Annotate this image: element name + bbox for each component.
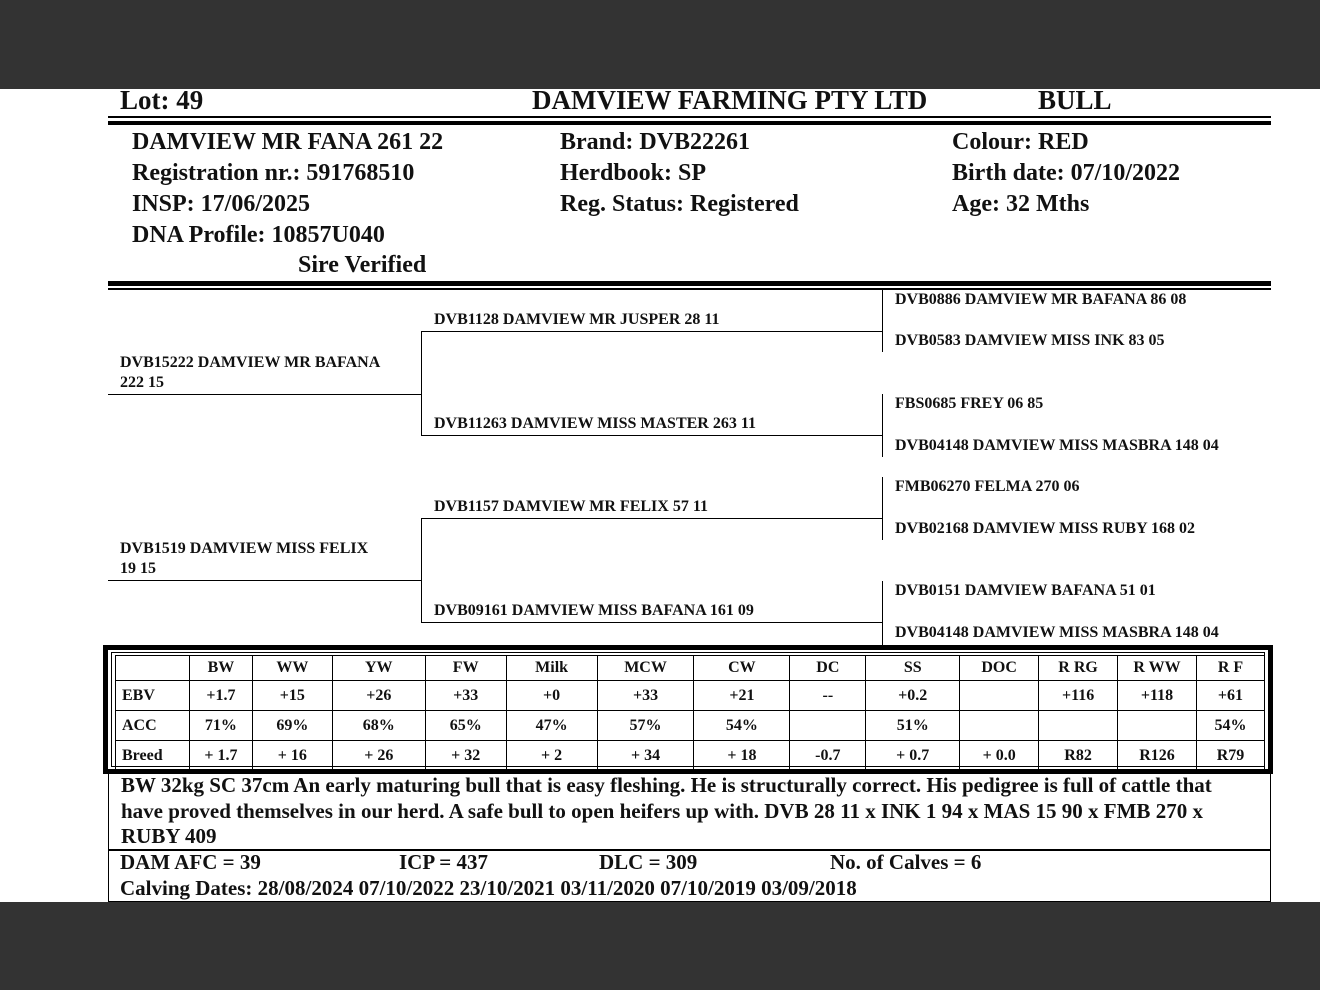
dam-sire-line xyxy=(421,518,882,519)
pedigree-gg-8: DVB04148 DAMVIEW MISS MASBRA 148 04 xyxy=(895,624,1219,641)
ebv-cell: 57% xyxy=(597,711,694,741)
brand: Brand: DVB22261 xyxy=(560,129,751,155)
ebv-cell: + 26 xyxy=(332,741,425,771)
ebv-header-cell: CW xyxy=(694,656,790,681)
gg-bracket-3 xyxy=(882,477,883,540)
dam-info xyxy=(108,849,1271,902)
pedigree-dam-dam: DVB09161 DAMVIEW MISS BAFANA 161 09 xyxy=(434,602,754,619)
ebv-row-label: EBV xyxy=(116,681,190,711)
dam-calves: No. of Calves = 6 xyxy=(830,850,982,874)
ebv-cell: 68% xyxy=(332,711,425,741)
viewer-bottom-bar xyxy=(0,902,1320,990)
ebv-cell: 65% xyxy=(425,711,506,741)
info-rule-thick xyxy=(108,281,1271,286)
dam-dlc: DLC = 309 xyxy=(599,850,698,874)
ebv-cell: + 18 xyxy=(694,741,790,771)
gg-bracket-1 xyxy=(882,290,883,352)
pedigree-gg-2: DVB0583 DAMVIEW MISS INK 83 05 xyxy=(895,332,1165,349)
ebv-header-cell: BW xyxy=(189,656,252,681)
pedigree-dam: DVB1519 DAMVIEW MISS FELIX 19 15 xyxy=(120,540,369,577)
ebv-row-breed xyxy=(116,741,1265,771)
viewer-top-bar xyxy=(0,0,1320,89)
dna-profile: DNA Profile: 10857U040 xyxy=(132,222,385,248)
farm-name: DAMVIEW FARMING PTY LTD xyxy=(532,89,928,115)
ebv-row-label: ACC xyxy=(116,711,190,741)
dam-icp: ICP = 437 xyxy=(399,850,488,874)
ebv-row-ebv xyxy=(116,681,1265,711)
pedigree-gg-5: FMB06270 FELMA 270 06 xyxy=(895,478,1080,495)
ebv-cell: + 2 xyxy=(506,741,597,771)
ebv-header-cell: MCW xyxy=(597,656,694,681)
registration-number: Registration nr.: 591768510 xyxy=(132,160,415,186)
ebv-cell: R126 xyxy=(1118,741,1197,771)
sire-verified: Sire Verified xyxy=(298,252,427,278)
ebv-cell: + 32 xyxy=(425,741,506,771)
sire-dam-line xyxy=(421,435,882,436)
ebv-cell: +61 xyxy=(1196,681,1264,711)
ebv-cell: + 1.7 xyxy=(189,741,252,771)
info-rule-thin xyxy=(108,288,1271,290)
ebv-table xyxy=(115,655,1265,771)
dam-bracket xyxy=(421,518,422,623)
pedigree-sire: DVB15222 DAMVIEW MR BAFANA 222 15 xyxy=(120,354,381,391)
pedigree-gg-6: DVB02168 DAMVIEW MISS RUBY 168 02 xyxy=(895,520,1196,537)
pedigree-dam-sire: DVB1157 DAMVIEW MR FELIX 57 11 xyxy=(434,498,708,515)
ebv-cell: +0.2 xyxy=(866,681,960,711)
ebv-row-label: Breed xyxy=(116,741,190,771)
animal-name: DAMVIEW MR FANA 261 22 xyxy=(132,129,444,155)
ebv-cell: 54% xyxy=(1196,711,1264,741)
ebv-cell: -- xyxy=(790,681,866,711)
ebv-header-cell: Milk xyxy=(506,656,597,681)
inspection-date: INSP: 17/06/2025 xyxy=(132,191,311,217)
ebv-cell: R82 xyxy=(1039,741,1118,771)
header-rule-thin xyxy=(108,116,1271,118)
pedigree-gg-3: FBS0685 FREY 06 85 xyxy=(895,395,1044,412)
ebv-cell xyxy=(790,711,866,741)
ebv-cell: +15 xyxy=(252,681,332,711)
ebv-header-cell xyxy=(116,656,190,681)
colour: Colour: RED xyxy=(952,129,1089,155)
ebv-cell: +118 xyxy=(1118,681,1197,711)
ebv-header-cell: DC xyxy=(790,656,866,681)
ebv-cell: 54% xyxy=(694,711,790,741)
gg-bracket-4 xyxy=(882,581,883,645)
age: Age: 32 Mths xyxy=(952,191,1090,217)
catalogue-page xyxy=(0,89,1320,902)
ebv-cell xyxy=(960,711,1039,741)
ebv-header-cell: WW xyxy=(252,656,332,681)
ebv-header-cell: FW xyxy=(425,656,506,681)
sire-sire-line xyxy=(421,331,882,332)
ebv-cell xyxy=(1039,711,1118,741)
ebv-cell: +26 xyxy=(332,681,425,711)
sire-bracket xyxy=(421,331,422,435)
ebv-header-cell: DOC xyxy=(960,656,1039,681)
ebv-cell: +0 xyxy=(506,681,597,711)
ebv-cell: R79 xyxy=(1196,741,1264,771)
ebv-cell: +21 xyxy=(694,681,790,711)
pedigree-sire-dam: DVB11263 DAMVIEW MISS MASTER 263 11 xyxy=(434,415,756,432)
ebv-table-frame xyxy=(103,645,1273,774)
gg-bracket-2 xyxy=(882,394,883,457)
ebv-cell: 51% xyxy=(866,711,960,741)
pedigree-gg-1: DVB0886 DAMVIEW MR BAFANA 86 08 xyxy=(895,291,1187,308)
ebv-header-cell: YW xyxy=(332,656,425,681)
pedigree-gg-4: DVB04148 DAMVIEW MISS MASBRA 148 04 xyxy=(895,437,1219,454)
pedigree-sire-sire: DVB1128 DAMVIEW MR JUSPER 28 11 xyxy=(434,311,720,328)
ebv-cell: 71% xyxy=(189,711,252,741)
ebv-header-row xyxy=(116,656,1265,681)
ebv-cell: +116 xyxy=(1039,681,1118,711)
calving-dates: Calving Dates: 28/08/2024 07/10/2022 23/10/2021 03/11/2020 07/10/2019 03/09/2018 xyxy=(120,876,857,900)
ebv-header-cell: R F xyxy=(1196,656,1264,681)
ebv-cell xyxy=(960,681,1039,711)
ebv-cell: 47% xyxy=(506,711,597,741)
bull-comments: BW 32kg SC 37cm An early maturing bull that is easy fleshing. He is structurally correct. His pedigree is full of cattle that have proved themselves in our herd. A safe bull to open heifers up with. DVB 28 11 x INK 1 94 x MAS 15 90 x FMB 270 x RUBY 409 xyxy=(108,772,1271,851)
sire-line xyxy=(108,394,422,395)
ebv-cell: -0.7 xyxy=(790,741,866,771)
ebv-header-cell: R WW xyxy=(1118,656,1197,681)
ebv-cell: + 16 xyxy=(252,741,332,771)
dam-line xyxy=(108,580,422,581)
reg-status: Reg. Status: Registered xyxy=(560,191,799,217)
ebv-row-acc xyxy=(116,711,1265,741)
ebv-cell xyxy=(1118,711,1197,741)
dam-afc: DAM AFC = 39 xyxy=(120,850,261,874)
ebv-cell: + 0.7 xyxy=(866,741,960,771)
ebv-cell: +33 xyxy=(425,681,506,711)
ebv-cell: +1.7 xyxy=(189,681,252,711)
ebv-cell: + 34 xyxy=(597,741,694,771)
ebv-cell: +33 xyxy=(597,681,694,711)
animal-type: BULL xyxy=(1038,89,1112,115)
lot-number: Lot: 49 xyxy=(120,89,204,115)
ebv-cell: + 0.0 xyxy=(960,741,1039,771)
ebv-header-cell: R RG xyxy=(1039,656,1118,681)
pedigree-gg-7: DVB0151 DAMVIEW BAFANA 51 01 xyxy=(895,582,1156,599)
header-rule-thick xyxy=(108,121,1271,125)
ebv-header-cell: SS xyxy=(866,656,960,681)
dam-dam-line xyxy=(421,622,882,623)
birth-date: Birth date: 07/10/2022 xyxy=(952,160,1180,186)
herdbook: Herdbook: SP xyxy=(560,160,707,186)
ebv-cell: 69% xyxy=(252,711,332,741)
